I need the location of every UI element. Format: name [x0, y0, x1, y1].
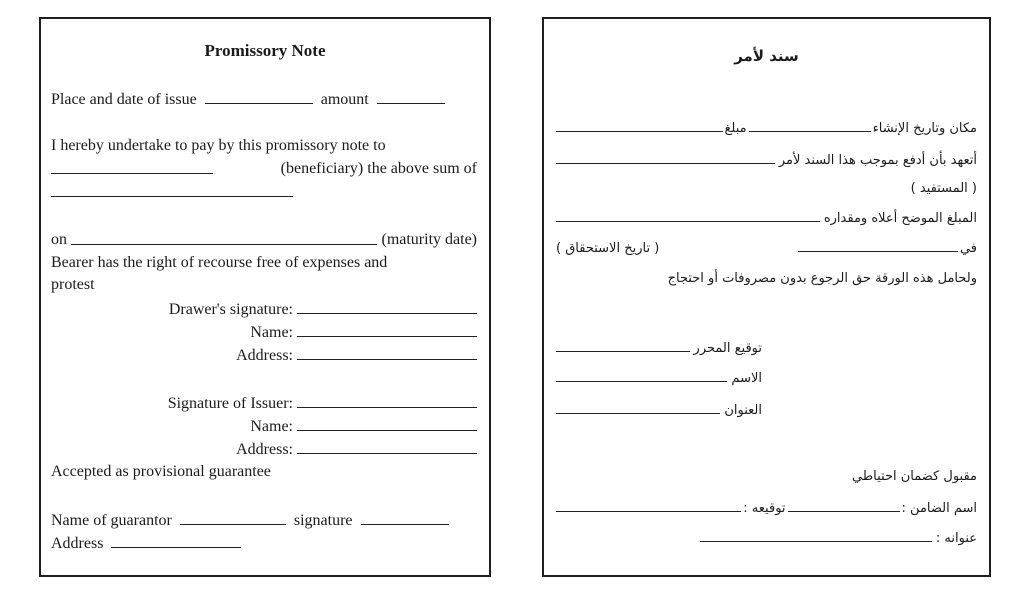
maturity-label: (maturity date) [381, 231, 477, 248]
sum-row [51, 182, 477, 203]
issuer-address-label: Address: [236, 441, 293, 458]
drawer-signature-label-arabic: توقيع المحرر [693, 341, 762, 356]
drawer-address-label: Address: [236, 347, 293, 364]
place-date-field-arabic[interactable] [749, 119, 871, 132]
address-label-arabic: العنوان [724, 403, 762, 418]
drawer-name-label: Name: [250, 324, 293, 341]
issuer-name-row [250, 416, 477, 437]
accepted-text-arabic: مقبول كضمان احتياطي [851, 469, 977, 484]
issuer-signature-label: Signature of Issuer: [167, 395, 293, 412]
sum-field-arabic[interactable] [556, 209, 820, 222]
issuer-address-row [236, 439, 477, 460]
place-date-field[interactable] [205, 89, 313, 104]
guarantor-address-field[interactable] [111, 533, 241, 548]
beneficiary-row [51, 159, 477, 179]
on-label-arabic: في [959, 241, 977, 256]
undertake-row-arabic [556, 151, 977, 171]
drawer-address-row [236, 345, 477, 366]
issuer-name-field[interactable] [297, 416, 477, 431]
maturity-row [51, 230, 477, 250]
drawer-signature-row [169, 299, 477, 320]
guarantor-address-label: Address [51, 535, 104, 552]
drawer-signature-field[interactable] [297, 299, 477, 314]
issuer-address-field[interactable] [297, 439, 477, 454]
form-title-arabic: سند لأمر [734, 47, 799, 65]
sum-field[interactable] [51, 182, 293, 197]
guarantor-address-label-arabic: عنوانه : [935, 531, 977, 546]
guarantor-name-field[interactable] [180, 510, 286, 525]
beneficiary-label: (beneficiary) the above sum of [280, 160, 477, 177]
drawer-name-field[interactable] [297, 322, 477, 337]
drawer-signature-row-arabic [556, 339, 977, 359]
amount-label-arabic: مبلغ [724, 121, 747, 136]
amount-field[interactable] [377, 89, 445, 104]
place-date-row-arabic [556, 119, 977, 139]
accepted-text: Accepted as provisional guarantee [51, 463, 271, 480]
address-field-arabic[interactable] [556, 401, 720, 414]
promissory-note-english [39, 17, 491, 577]
guarantor-name-label-arabic: اسم الضامن : [901, 501, 977, 516]
bearer-text-1: Bearer has the right of recourse free of expenses and [51, 254, 388, 271]
guarantor-row [51, 510, 477, 531]
name-row-arabic [556, 369, 977, 389]
beneficiary-field-arabic[interactable] [556, 151, 775, 164]
address-row-arabic [556, 401, 977, 421]
drawer-signature-label: Drawer's signature: [168, 301, 293, 318]
amount-field-arabic[interactable] [556, 119, 723, 132]
bearer-text-arabic: ولحامل هذه الورقة حق الرجوع بدون مصروفات أو احتجاج [667, 271, 977, 286]
drawer-address-field[interactable] [297, 345, 477, 360]
beneficiary-label-arabic: ( المستفيد ) [910, 181, 977, 196]
beneficiary-field[interactable] [51, 159, 213, 174]
promissory-note-arabic [542, 17, 991, 577]
guarantor-signature-field[interactable] [361, 510, 449, 525]
guarantor-address-row [51, 533, 477, 554]
drawer-name-row [250, 322, 477, 343]
guarantor-address-field-arabic[interactable] [700, 529, 932, 542]
issuer-name-label: Name: [250, 418, 293, 435]
beneficiary-label-row-arabic [556, 179, 977, 199]
maturity-date-field[interactable] [71, 230, 377, 245]
guarantor-signature-field-arabic[interactable] [556, 499, 741, 512]
name-field-arabic[interactable] [556, 369, 727, 382]
form-title: Promissory Note [204, 41, 326, 60]
place-date-label: Place and date of issue [51, 91, 197, 108]
issuer-signature-field[interactable] [297, 393, 477, 408]
bearer-text-2: protest [51, 276, 95, 293]
place-date-label-arabic: مكان وتاريخ الإنشاء [872, 121, 977, 136]
maturity-date-field-arabic[interactable] [798, 239, 958, 252]
maturity-label-arabic: ( تاريخ الاستحقاق ) [556, 241, 660, 256]
maturity-row-arabic [556, 239, 977, 259]
on-label: on [51, 231, 67, 248]
issuer-signature-row [168, 393, 477, 414]
guarantor-signature-label-arabic: توقيعه : [743, 501, 786, 516]
guarantor-address-row-arabic [556, 529, 977, 549]
drawer-signature-field-arabic[interactable] [556, 339, 690, 352]
name-label-arabic: الاسم [731, 371, 762, 386]
guarantor-row-arabic [556, 499, 977, 519]
undertake-text-arabic: أتعهد بأن أدفع بموجب هذا السند لأمر [778, 153, 977, 168]
guarantor-signature-label: signature [293, 512, 353, 529]
undertake-text: I hereby undertake to pay by this promissory note to [51, 137, 386, 154]
place-date-row [51, 89, 477, 110]
guarantor-name-field-arabic[interactable] [788, 499, 900, 512]
sum-text-arabic: المبلغ الموضح أعلاه ومقداره [823, 211, 977, 226]
sum-row-arabic [556, 209, 977, 229]
amount-label: amount [320, 91, 369, 108]
guarantor-name-label: Name of guarantor [51, 512, 172, 529]
